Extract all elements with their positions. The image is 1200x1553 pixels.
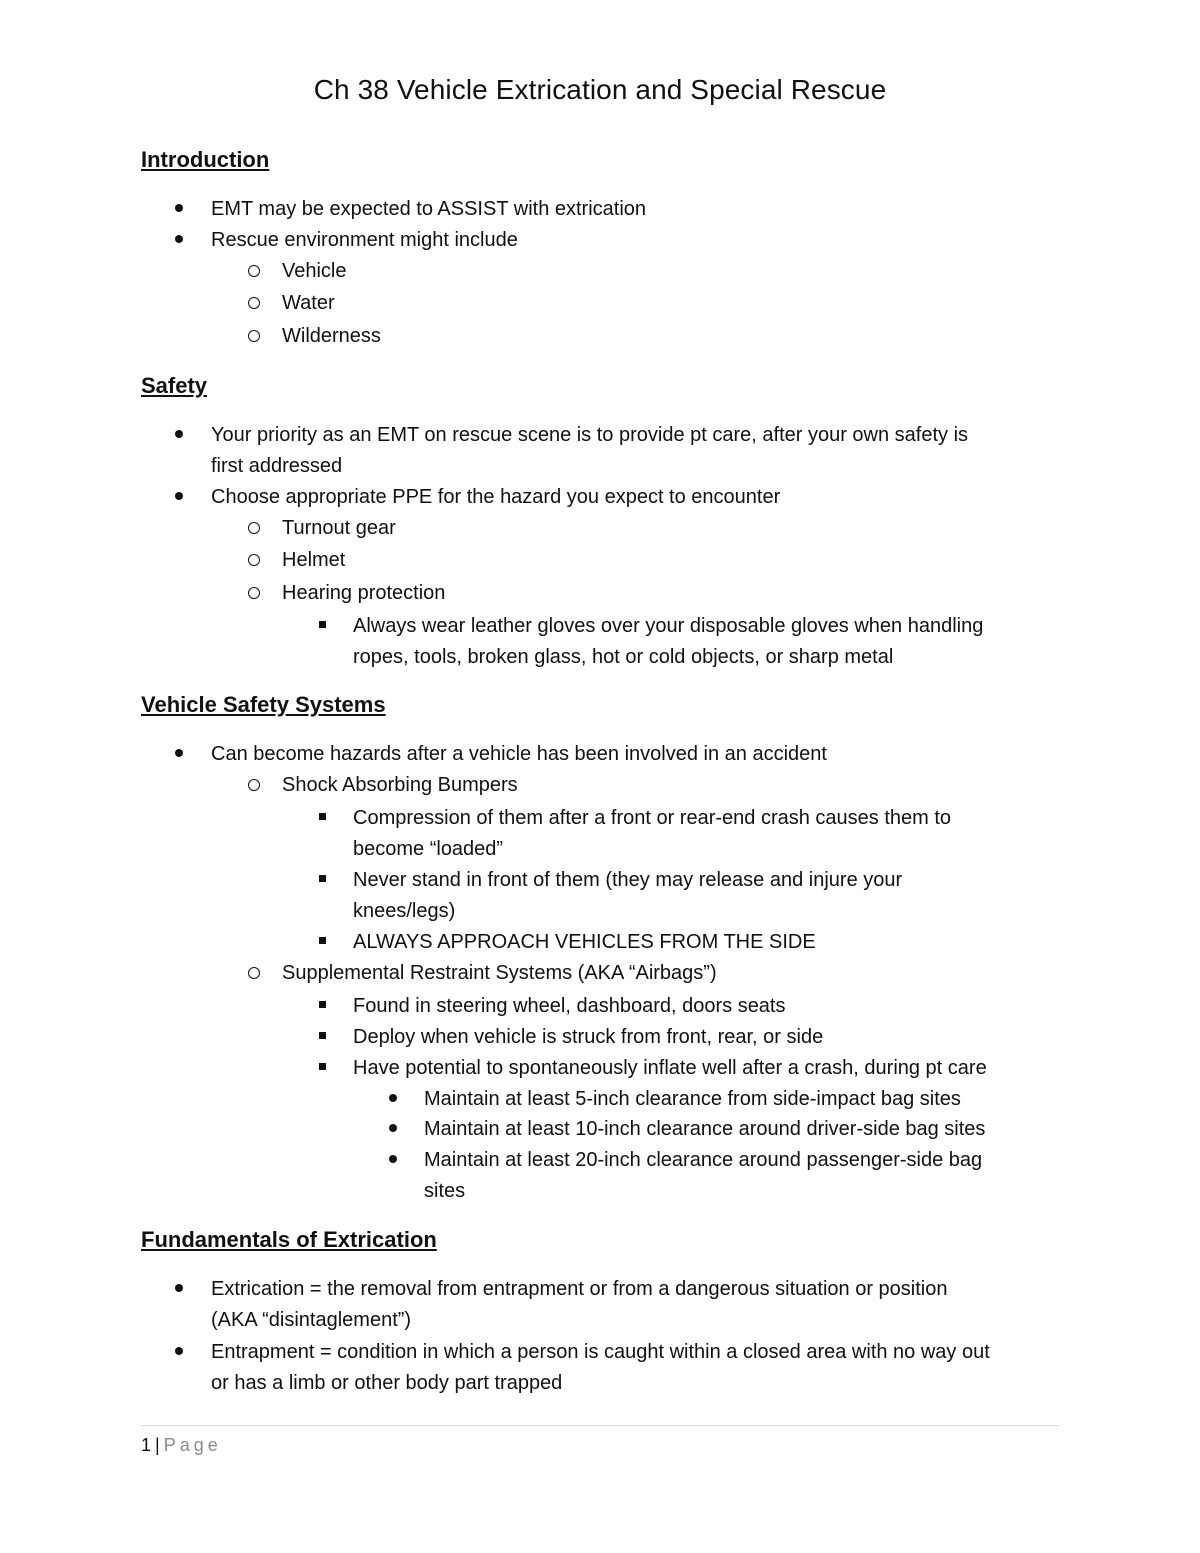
page-label: Page bbox=[163, 1435, 222, 1455]
bullet-icon bbox=[389, 1124, 397, 1132]
heading-safety: Safety bbox=[141, 373, 208, 398]
document-title: Ch 38 Vehicle Extrication and Special Rescue bbox=[313, 74, 887, 105]
list-item: Entrapment = condition in which a person is caught within a closed area with no way out bbox=[211, 1341, 990, 1363]
list-item: Shock Absorbing Bumpers bbox=[282, 774, 518, 796]
bullet-icon bbox=[175, 1284, 183, 1292]
list-item: EMT may be expected to ASSIST with extrication bbox=[211, 198, 647, 220]
bullet-icon bbox=[389, 1094, 397, 1102]
circle-bullet-icon bbox=[248, 522, 260, 534]
list-item: Rescue environment might include bbox=[211, 229, 518, 251]
list-item: Compression of them after a front or rear-end crash causes them to bbox=[353, 807, 952, 829]
circle-bullet-icon bbox=[248, 779, 260, 791]
list-item: Your priority as an EMT on rescue scene is to provide pt care, after your own safety is bbox=[211, 424, 969, 446]
square-bullet-icon bbox=[319, 813, 326, 820]
list-item: Maintain at least 20-inch clearance around passenger-side bag bbox=[424, 1149, 983, 1171]
list-item: Vehicle bbox=[282, 260, 347, 282]
bullet-icon bbox=[175, 430, 183, 438]
list-item: Choose appropriate PPE for the hazard you expect to encounter bbox=[211, 486, 781, 508]
list-item: Deploy when vehicle is struck from front, rear, or side bbox=[353, 1026, 824, 1048]
list-item-continuation: (AKA “disintaglement”) bbox=[211, 1309, 412, 1331]
list-item-continuation: ropes, tools, broken glass, hot or cold objects, or sharp metal bbox=[353, 646, 894, 668]
list-item: Have potential to spontaneously inflate well after a crash, during pt care bbox=[353, 1057, 987, 1079]
list-item-continuation: or has a limb or other body part trapped bbox=[211, 1372, 563, 1394]
list-item-continuation: first addressed bbox=[211, 455, 343, 477]
heading-vehicle-safety-systems: Vehicle Safety Systems bbox=[141, 692, 386, 717]
heading-introduction: Introduction bbox=[141, 147, 270, 172]
list-item-continuation: become “loaded” bbox=[353, 838, 504, 860]
bullet-icon bbox=[175, 492, 183, 500]
list-item: Wilderness bbox=[282, 325, 381, 347]
list-item: ALWAYS APPROACH VEHICLES FROM THE SIDE bbox=[353, 931, 816, 953]
page-footer bbox=[141, 1433, 222, 1457]
square-bullet-icon bbox=[319, 621, 326, 628]
circle-bullet-icon bbox=[248, 554, 260, 566]
bullet-icon bbox=[175, 235, 183, 243]
footer-divider bbox=[141, 1425, 1059, 1426]
square-bullet-icon bbox=[319, 875, 326, 882]
circle-bullet-icon bbox=[248, 297, 260, 309]
square-bullet-icon bbox=[319, 1001, 326, 1008]
list-item: Extrication = the removal from entrapment or from a dangerous situation or position bbox=[211, 1278, 948, 1300]
list-item: Maintain at least 10-inch clearance around driver-side bag sites bbox=[424, 1118, 986, 1140]
list-item: Turnout gear bbox=[282, 517, 396, 539]
list-item: Helmet bbox=[282, 549, 346, 571]
square-bullet-icon bbox=[319, 1032, 326, 1039]
list-item: Always wear leather gloves over your disposable gloves when handling bbox=[353, 615, 984, 637]
list-item: Supplemental Restraint Systems (AKA “Airbags”) bbox=[282, 962, 717, 984]
square-bullet-icon bbox=[319, 937, 326, 944]
list-item: Never stand in front of them (they may release and injure your bbox=[353, 869, 903, 891]
list-item: Maintain at least 5-inch clearance from side-impact bag sites bbox=[424, 1088, 961, 1110]
bullet-icon bbox=[175, 1347, 183, 1355]
bullet-icon bbox=[175, 749, 183, 757]
list-item-continuation: sites bbox=[424, 1180, 466, 1202]
circle-bullet-icon bbox=[248, 265, 260, 277]
list-item: Found in steering wheel, dashboard, doors seats bbox=[353, 995, 786, 1017]
circle-bullet-icon bbox=[248, 330, 260, 342]
list-item: Can become hazards after a vehicle has been involved in an accident bbox=[211, 743, 827, 765]
list-item-continuation: knees/legs) bbox=[353, 900, 456, 922]
heading-fundamentals-of-extrication: Fundamentals of Extrication bbox=[141, 1227, 437, 1252]
footer-separator: | bbox=[155, 1435, 160, 1455]
list-item: Hearing protection bbox=[282, 582, 446, 604]
page-number: 1 bbox=[141, 1435, 152, 1455]
list-item: Water bbox=[282, 292, 335, 314]
square-bullet-icon bbox=[319, 1063, 326, 1070]
circle-bullet-icon bbox=[248, 967, 260, 979]
circle-bullet-icon bbox=[248, 587, 260, 599]
bullet-icon bbox=[175, 204, 183, 212]
bullet-icon bbox=[389, 1155, 397, 1163]
